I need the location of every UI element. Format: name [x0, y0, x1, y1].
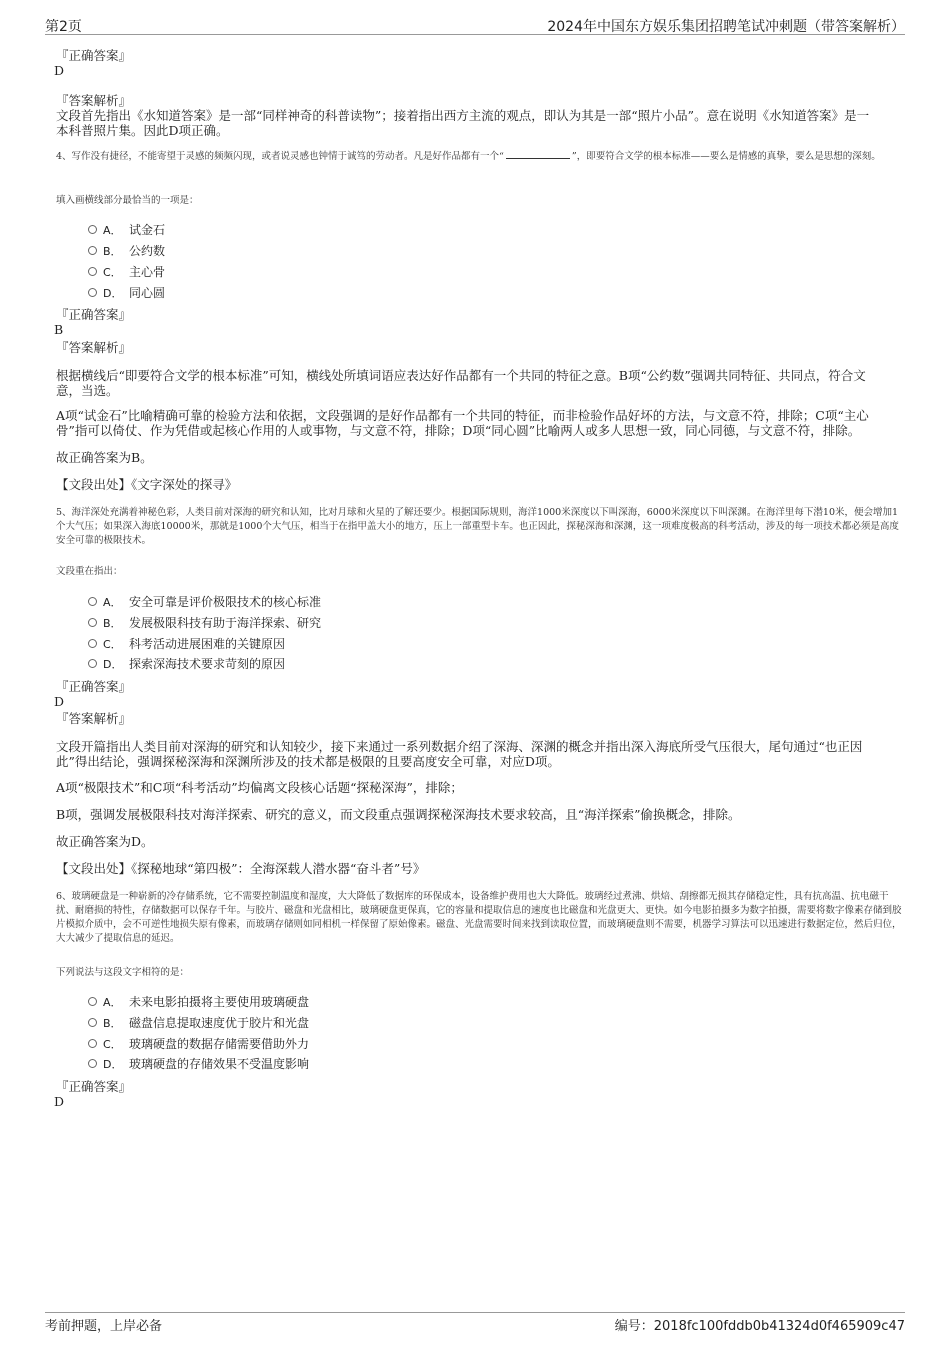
- analysis-conclusion: 故正确答案为B。: [56, 450, 153, 465]
- answer-value: D: [54, 63, 65, 78]
- radio-icon[interactable]: [88, 1018, 97, 1027]
- answer-value: B: [54, 322, 64, 337]
- option-c[interactable]: C． 主心骨: [88, 264, 165, 281]
- radio-icon[interactable]: [88, 267, 97, 276]
- analysis-label: 『答案解析』: [56, 711, 132, 726]
- page-footer: [45, 1312, 905, 1333]
- radio-icon[interactable]: [88, 597, 97, 606]
- analysis-text: 文段首先指出《水知道答案》是一部“同样神奇的科普读物”；接着指出西方主流的观点，即认为其是一部“照片小品”。意在说明《水知道答案》是一本科普照片集。因此D项正确。: [56, 108, 870, 138]
- question-prompt: 填入画横线部分最恰当的一项是：: [56, 195, 199, 206]
- option-b[interactable]: B． 磁盘信息提取速度优于胶片和光盘: [88, 1015, 309, 1032]
- page-number: 第2页: [45, 19, 82, 35]
- radio-icon[interactable]: [88, 1039, 97, 1048]
- document-title: 2024年中国东方娱乐集团招聘笔试冲刺题（带答案解析）: [547, 19, 905, 35]
- question-stem: 6、玻璃硬盘是一种崭新的冷存储系统，它不需要控制温度和湿度，大大降低了数据库的环保成本，设备维护费用也大大降低。玻璃经过煮沸、烘焙、刮擦都无损其存储稳定性，具有抗高温、抗电磁干扰、耐磨损的特性，存储数据可以保存千年。与胶片、磁盘和光盘相比，玻璃硬盘更保真，它的容量和提取信息的速度也比磁盘和光盘更大、更快。如今电影拍摄多为数字拍摄，需要将数字像素存储到胶片模拟介质中，会不可逆性地损失原有像素，而玻璃存储则如同相机一样保留了原始像素。磁盘、光盘需要时间来找到读取位置，而玻璃硬盘则不需要，机器学习算法可以迅速进行数据定位，然后归位，大大减少了提取信息的延迟。: [56, 891, 902, 944]
- radio-icon[interactable]: [88, 288, 97, 297]
- analysis-text: 根据横线后“即要符合文学的根本标准”可知，横线处所填词语应表达好作品都有一个共同的特征之意。B项“公约数”强调共同特征、共同点，符合文意，当选。: [56, 368, 866, 398]
- question-stem: 4、写作没有捷径，不能寄望于灵感的频频闪现，或者说灵感也钟情于诚笃的劳动者。凡是好作品都有一个“ ”，即要符合文学的根本标准——要么是情感的真挚，要么是思想的深刻。: [56, 151, 881, 162]
- option-b[interactable]: B． 公约数: [88, 243, 165, 260]
- answer-value: D: [54, 1094, 65, 1109]
- answer-label: 『正确答案』: [56, 1079, 132, 1094]
- answer-label: 『正确答案』: [56, 679, 132, 694]
- question-prompt: 下列说法与这段文字相符的是：: [56, 967, 190, 978]
- option-d[interactable]: D． 玻璃硬盘的存储效果不受温度影响: [88, 1056, 309, 1073]
- analysis-label: 『答案解析』: [56, 340, 132, 355]
- radio-icon[interactable]: [88, 225, 97, 234]
- option-d[interactable]: D． 探索深海技术要求苛刻的原因: [88, 656, 285, 673]
- radio-icon[interactable]: [88, 997, 97, 1006]
- option-c[interactable]: C． 玻璃硬盘的数据存储需要借助外力: [88, 1036, 309, 1053]
- footer-slogan: 考前押题，上岸必备: [45, 1319, 163, 1334]
- analysis-label: 『答案解析』: [56, 93, 132, 108]
- source-citation: 【文段出处】《文字深处的探寻》: [56, 477, 238, 492]
- option-b[interactable]: B． 发展极限科技有助于海洋探索、研究: [88, 615, 321, 632]
- radio-icon[interactable]: [88, 246, 97, 255]
- option-a[interactable]: A． 未来电影拍摄将主要使用玻璃硬盘: [88, 994, 309, 1011]
- analysis-text: 文段开篇指出人类目前对深海的研究和认知较少，接下来通过一系列数据介绍了深海、深渊的概念并指出深入海底所受气压很大，尾句通过“也正因此”得出结论，强调探秘深海和深渊所涉及的技术都是极限的且要高度安全可靠，对应D项。: [56, 739, 863, 769]
- option-a[interactable]: A． 试金石: [88, 222, 165, 239]
- analysis-text: A项“试金石”比喻精确可靠的检验方法和依据，文段强调的是好作品都有一个共同的特征，而非检验作品好坏的方法，与文意不符，排除；C项“主心骨”指可以倚仗、作为凭借或起核心作用的人或事物，与文意不符，排除；D项“同心圆”比喻两人或多人思想一致，同心同德，与文意不符，排除。: [56, 408, 869, 438]
- fill-blank: [506, 150, 570, 159]
- radio-icon[interactable]: [88, 639, 97, 648]
- document-code: 编号：2018fc100fddb0b41324d0f465909c47: [614, 1319, 905, 1334]
- option-d[interactable]: D． 同心圆: [88, 285, 165, 302]
- source-citation: 【文段出处】《探秘地球“第四极”：全海深载人潜水器“奋斗者”号》: [56, 861, 426, 876]
- radio-icon[interactable]: [88, 1059, 97, 1068]
- question-stem: 5、海洋深处充满着神秘色彩，人类目前对深海的研究和认知，比对月球和火星的了解还要少。根据国际规则，海洋1000米深度以下叫深海，6000米深度以下叫深渊。在海洋里每下潜10米，便会增加1个大气压；如果深入海底10000米，那就是1000个大气压，相当于在指甲盖大小的地方，压上一部重型卡车。也正因此，探秘深海和深渊，这一项难度极高的科考活动，涉及的每一项技术都必须是高度安全可靠的极限技术。: [56, 507, 899, 546]
- analysis-text: B项，强调发展极限科技对海洋探索、研究的意义，而文段重点强调探秘深海技术要求较高，且“海洋探索”偷换概念，排除。: [56, 807, 741, 822]
- option-a[interactable]: A． 安全可靠是评价极限技术的核心标准: [88, 594, 321, 611]
- question-prompt: 文段重在指出：: [56, 566, 123, 577]
- answer-label: 『正确答案』: [56, 307, 132, 322]
- answer-value: D: [54, 694, 65, 709]
- radio-icon[interactable]: [88, 618, 97, 627]
- analysis-text: A项“极限技术”和C项“科考活动”均偏离文段核心话题“探秘深海”，排除；: [56, 780, 463, 795]
- analysis-conclusion: 故正确答案为D。: [56, 834, 154, 849]
- option-c[interactable]: C． 科考活动进展困难的关键原因: [88, 636, 285, 653]
- radio-icon[interactable]: [88, 659, 97, 668]
- page-header: [45, 14, 905, 35]
- answer-label: 『正确答案』: [56, 48, 132, 63]
